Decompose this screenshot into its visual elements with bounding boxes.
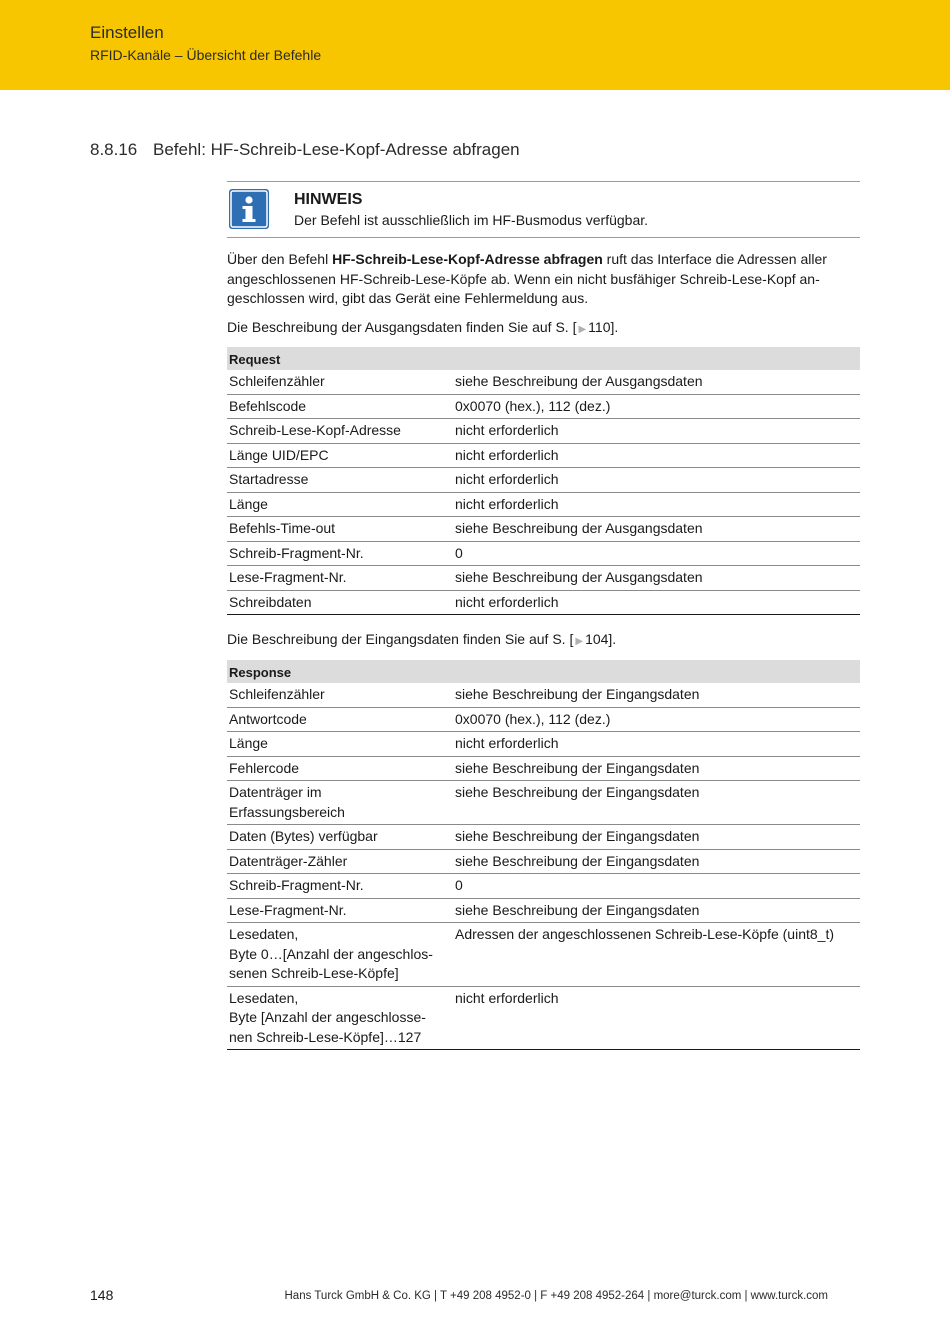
table-cell-field: Befehlscode (227, 394, 453, 419)
table-row (227, 707, 860, 732)
table-cell-field: Schleifenzähler (227, 683, 453, 707)
table-row (227, 923, 860, 987)
output-reference-text: Die Beschreibung der Ausgangsdaten finden Sie auf S. (227, 319, 569, 335)
table-cell-field: Schreib-Fragment-Nr. (227, 874, 453, 899)
table-cell-field: Lese-Fragment-Nr. (227, 898, 453, 923)
page-ref-arrow-icon: ▶ (575, 636, 584, 647)
table-row (227, 566, 860, 591)
input-reference-text: Die Beschreibung der Eingangsdaten finden Sie auf S. (227, 631, 566, 647)
table-cell-field: Fehlercode (227, 756, 453, 781)
page-ref-arrow-icon: ▶ (578, 324, 587, 335)
request-table-header: Request (227, 347, 860, 370)
output-reference-page[interactable]: 110 (588, 319, 611, 335)
table-cell-value: siehe Beschreibung der Eingangsdaten (453, 781, 860, 825)
table-cell-value: nicht erforderlich (453, 443, 860, 468)
table-cell-value: siehe Beschreibung der Eingangsdaten (453, 849, 860, 874)
table-cell-value: nicht erforderlich (453, 590, 860, 615)
table-cell-value: siehe Beschreibung der Eingangsdaten (453, 756, 860, 781)
table-cell-field: Lesedaten, Byte [Anzahl der angeschlosse- nen Schreib-Lese-Köpfe]…127 (227, 986, 453, 1050)
response-table-body (227, 683, 860, 1050)
input-reference-page[interactable]: 104 (585, 631, 609, 647)
table-row (227, 394, 860, 419)
table-cell-value: Adressen der angeschlossenen Schreib-Lese-Köpfe (uint8_t) (453, 923, 860, 987)
table-row (227, 443, 860, 468)
table-cell-field: Datenträger im Erfassungsbereich (227, 781, 453, 825)
table-cell-field: Schreib-Fragment-Nr. (227, 541, 453, 566)
table-cell-field: Lese-Fragment-Nr. (227, 566, 453, 591)
notice-box (227, 181, 860, 238)
intro-command-name: HF-Schreib-Lese-Kopf-Adresse abfragen (332, 251, 603, 267)
table-cell-field: Schreibdaten (227, 590, 453, 615)
response-table-header: Response (227, 660, 860, 683)
page-header (0, 0, 950, 90)
table-cell-value: siehe Beschreibung der Ausgangsdaten (453, 517, 860, 542)
table-row (227, 492, 860, 517)
footer-contact: Hans Turck GmbH & Co. KG | T +49 208 4952-0 | F +49 208 4952-264 | more@turck.com | www.turck.com (284, 1290, 828, 1302)
table-cell-value: nicht erforderlich (453, 419, 860, 444)
table-row (227, 590, 860, 615)
table-cell-value: siehe Beschreibung der Ausgangsdaten (453, 370, 860, 394)
intro-paragraph (227, 250, 860, 309)
header-title: Einstellen (90, 23, 164, 42)
table-cell-field: Länge (227, 732, 453, 757)
table-cell-field: Schleifenzähler (227, 370, 453, 394)
table-cell-field: Antwortcode (227, 707, 453, 732)
header-subtitle: RFID-Kanäle – Übersicht der Befehle (90, 47, 322, 63)
table-row (227, 825, 860, 850)
table-cell-value: nicht erforderlich (453, 986, 860, 1050)
table-row (227, 419, 860, 444)
table-cell-value: siehe Beschreibung der Ausgangsdaten (453, 566, 860, 591)
table-cell-field: Befehls-Time-out (227, 517, 453, 542)
table-row (227, 683, 860, 707)
table-cell-value: 0 (453, 541, 860, 566)
table-row (227, 986, 860, 1050)
table-cell-value: siehe Beschreibung der Eingangsdaten (453, 825, 860, 850)
table-cell-field: Schreib-Lese-Kopf-Adresse (227, 419, 453, 444)
table-row (227, 732, 860, 757)
table-cell-field: Daten (Bytes) verfügbar (227, 825, 453, 850)
section-heading (90, 140, 520, 160)
table-cell-value: 0x0070 (hex.), 112 (dez.) (453, 394, 860, 419)
table-cell-field: Startadresse (227, 468, 453, 493)
table-cell-value: nicht erforderlich (453, 492, 860, 517)
notice-title: HINWEIS (294, 191, 363, 208)
table-cell-field: Lesedaten, Byte 0…[Anzahl der angeschlos- senen Schreib-Lese-Köpfe] (227, 923, 453, 987)
table-row (227, 370, 860, 394)
table-cell-value: 0x0070 (hex.), 112 (dez.) (453, 707, 860, 732)
table-row (227, 541, 860, 566)
table-cell-value: nicht erforderlich (453, 468, 860, 493)
section-title: Befehl: HF-Schreib-Lese-Kopf-Adresse abfragen (153, 140, 520, 159)
response-table (227, 660, 860, 1050)
table-cell-field: Datenträger-Zähler (227, 849, 453, 874)
intro-text-before: Über den Befehl (227, 251, 333, 267)
table-row (227, 781, 860, 825)
table-row (227, 874, 860, 899)
table-cell-field: Länge (227, 492, 453, 517)
notice-text: Der Befehl ist ausschließlich im HF-Busmodus verfügbar. (294, 212, 649, 228)
table-cell-field: Länge UID/EPC (227, 443, 453, 468)
table-row (227, 898, 860, 923)
info-icon (229, 189, 269, 229)
intro-text-after: ruft das Interface die Adressen aller angeschlossenen HF-Schreib-Lese-Köpfe ab. Wenn ein nicht busfähiger Schreib-Lese-Kopf an-geschlossen wird, gibt das Gerät eine Fehlermeldung aus. (227, 251, 827, 306)
table-cell-value: 0 (453, 874, 860, 899)
table-row (227, 517, 860, 542)
table-row (227, 468, 860, 493)
page-number: 148 (90, 1287, 114, 1303)
request-table-body (227, 370, 860, 615)
request-table (227, 347, 860, 615)
section-number: 8.8.16 (90, 140, 138, 159)
table-row (227, 849, 860, 874)
table-cell-value: nicht erforderlich (453, 732, 860, 757)
output-reference: Die Beschreibung der Ausgangsdaten finden Sie auf S. [ ▶ 110]. (227, 319, 619, 335)
table-cell-value: siehe Beschreibung der Eingangsdaten (453, 683, 860, 707)
table-cell-value: siehe Beschreibung der Eingangsdaten (453, 898, 860, 923)
input-reference: Die Beschreibung der Eingangsdaten finden Sie auf S. [ ▶ 104]. (227, 631, 617, 647)
table-row (227, 756, 860, 781)
